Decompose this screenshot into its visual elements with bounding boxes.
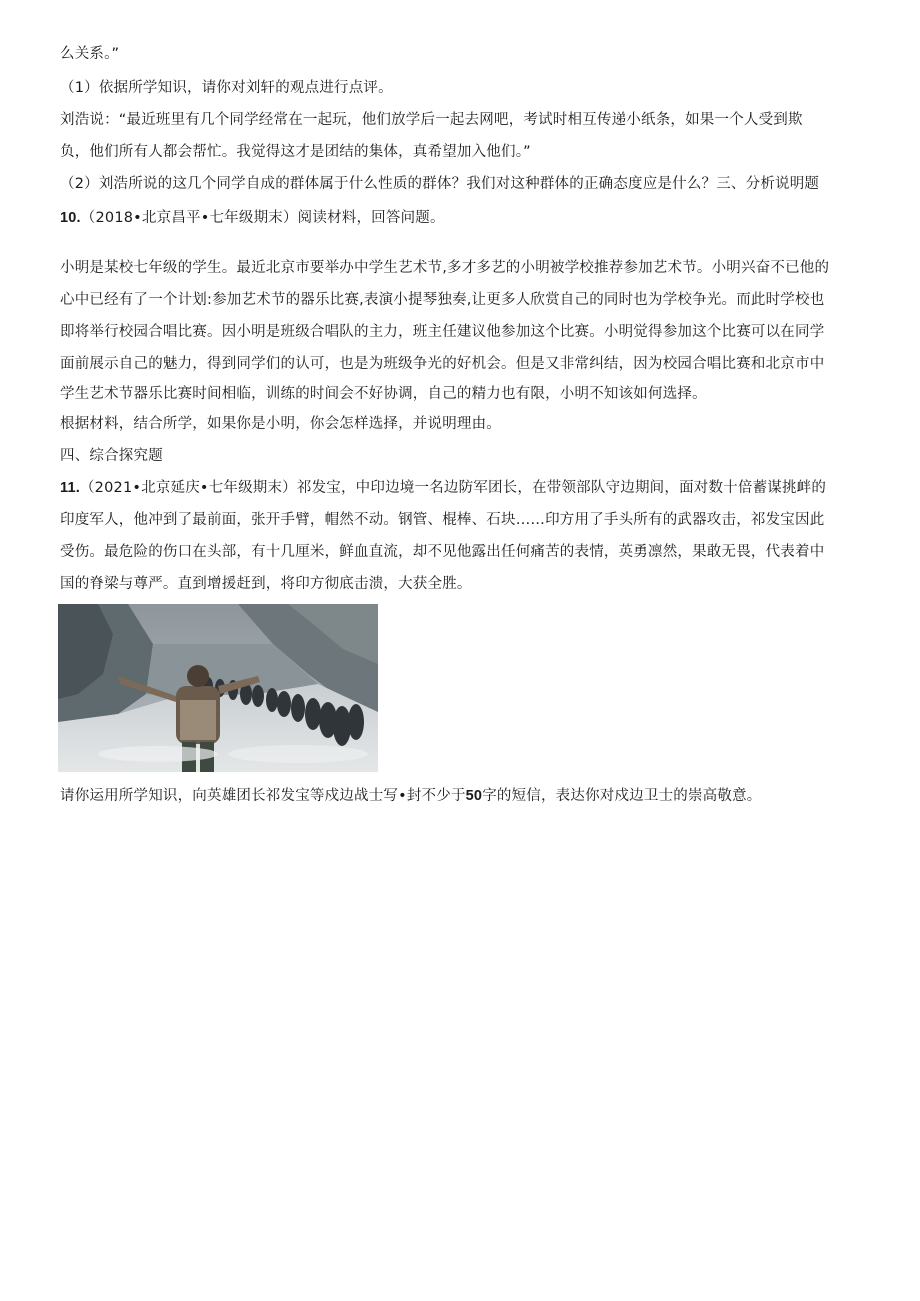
text-line: 受伤。最危险的伤口在头部，有十几厘米，鲜血直流，却不见他露出任何痛苦的表情，英勇凛然，果敢无畏，代表着中 [60, 544, 825, 560]
material-line: 学生艺术节器乐比赛时间相临，训练的时间会不好协调，自己的精力也有限，小明不知该如何选择。 [60, 386, 707, 402]
question-source: （2018•北京昌平•七年级期末）阅读材料，回答问题。 [80, 210, 445, 226]
prompt-text-tail: 字的短信，表达你对戍边卫士的崇高敬意。 [482, 788, 762, 804]
prompt-text: 请你运用所学知识，向英雄团长祁发宝等戍边战士写•封不少于 [60, 788, 466, 804]
section-heading: 四、综合探究题 [60, 448, 163, 464]
question-prompt: 根据材料，结合所学，如果你是小明，你会怎样选择，并说明理由。 [60, 416, 501, 432]
text-line: 国的脊梁与尊严。直到增援赶到，将印方彻底击溃，大获全胜。 [60, 576, 472, 592]
material-line: 小明是某校七年级的学生。最近北京市要举办中学生艺术节,多才多艺的小明被学校推荐参加艺术节。小明兴奋不已他的 [60, 260, 830, 276]
question-2: （2）刘浩所说的这几个同学自成的群体属于什么性质的群体？我们对这种群体的正确态度应是什么？三、分析说明题 [60, 176, 820, 192]
question-10-heading [60, 208, 445, 228]
question-text: （2021•北京延庆•七年级期末）祁发宝，中印边境一名边防军团长，在带领部队守边期间，面对数十倍蓄谋挑衅的 [79, 480, 827, 496]
text-line: 印度军人，他冲到了最前面，张开手臂，帽然不动。钢管、棍棒、石块……印方用了手头所有的武器攻击，祁发宝因此 [60, 512, 825, 528]
material-line: 面前展示自己的魅力，得到同学们的认可，也是为班级争光的好机会。但是又非常纠结，因为校园合唱比赛和北京市中 [60, 356, 825, 372]
text-line: 负，他们所有人都会帮忙。我觉得这才是团结的集体，真希望加入他们。” [60, 144, 531, 160]
question-11-heading [60, 478, 826, 498]
text-line: 刘浩说：“最近班里有几个同学经常在一起玩，他们放学后一起去网吧，考试时相互传递小纸条，如果一个人受到欺 [60, 112, 803, 128]
question-number: 10. [60, 210, 81, 226]
text-line: 么关系。” [60, 46, 120, 62]
border-soldiers-photo [58, 604, 378, 772]
question-1: （1）依据所学知识，请你对刘轩的观点进行点评。 [60, 80, 393, 96]
word-count: 50 [465, 788, 483, 804]
material-line: 即将举行校园合唱比赛。因小明是班级合唱队的主力，班主任建议他参加这个比赛。小明觉得参加这个比赛可以在同学 [60, 324, 825, 340]
material-line: 心中已经有了一个计划:参加艺术节的器乐比赛,表演小提琴独奏,让更多人欣赏自己的同时也为学校争光。而此时学校也 [60, 292, 825, 308]
question-prompt [60, 786, 762, 806]
question-number: 11. [60, 480, 80, 496]
